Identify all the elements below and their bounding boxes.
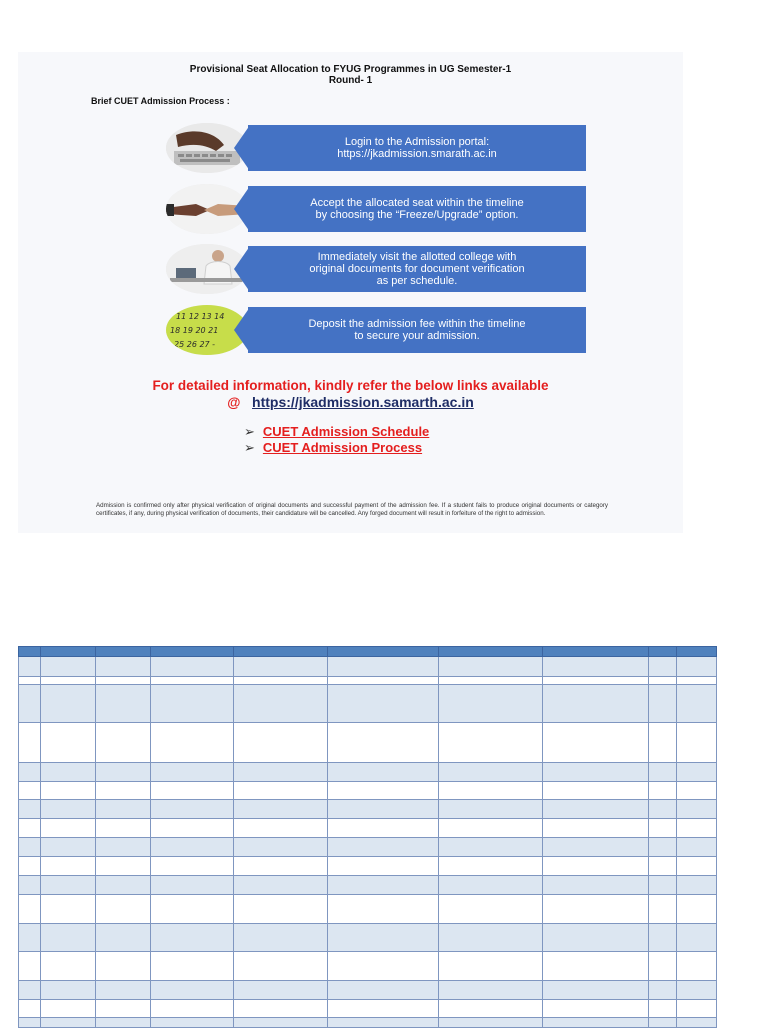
schedule-link-row: [244, 424, 429, 440]
table-row: [19, 857, 717, 876]
table-row: [19, 924, 717, 952]
table-row: [19, 657, 717, 677]
detailed-info-line: For detailed information, kindly refer the below links available: [152, 378, 549, 393]
table-row: [19, 800, 717, 819]
table-row: [19, 819, 717, 838]
table-row: [19, 782, 717, 800]
svg-text:18 19 20 21: 18 19 20 21: [170, 326, 219, 335]
table-row: [19, 838, 717, 857]
step-accept-seat-text: Accept the allocated seat within the timeline by choosing the “Freeze/Upgrade” option.: [248, 186, 586, 232]
admission-notice-image: [18, 52, 683, 533]
portal-link-line: @ https://jkadmission.samarth.ac.in: [227, 394, 474, 410]
step-deposit-fee: [166, 307, 586, 353]
table-row: [19, 723, 717, 763]
portal-link[interactable]: https://jkadmission.samarth.ac.in: [252, 394, 474, 410]
table-row: [19, 895, 717, 924]
notice-title: Provisional Seat Allocation to FYUG Programmes in UG Semester-1: [189, 64, 512, 75]
table-row: [19, 763, 717, 782]
table-row: [19, 1018, 717, 1028]
svg-text:25 26 27 -: 25 26 27 -: [174, 340, 216, 349]
cuet-admission-process-link[interactable]: CUET Admission Process: [262, 440, 423, 455]
step-visit-college: [166, 246, 586, 292]
arrow-bullet-icon: ➢: [244, 440, 255, 455]
admission-footnote: Admission is confirmed only after physical verification of original documents and successful payment of the admission fee. If a student fails to produce original documents or category certificates, if any, during physical verification of documents, their candidature will be cancelled. Any forged document will result in forfeiture of the right to admission.: [96, 502, 608, 518]
table-row: [19, 952, 717, 981]
cuet-admission-schedule-link[interactable]: CUET Admission Schedule: [262, 424, 430, 439]
table-row: [19, 677, 717, 685]
arrow-bullet-icon: ➢: [244, 424, 255, 439]
brief-heading: Brief CUET Admission Process :: [91, 96, 230, 106]
allocation-table: [18, 646, 717, 1028]
table-header-row: [19, 647, 717, 657]
svg-text:11 12 13 14: 11 12 13 14: [176, 312, 225, 321]
table-row: [19, 876, 717, 895]
step-login: [166, 125, 586, 171]
step-deposit-fee-text: Deposit the admission fee within the timeline to secure your admission.: [248, 307, 586, 353]
table-row: [19, 685, 717, 723]
step-login-text: Login to the Admission portal: https://jkadmission.smarath.ac.in: [248, 125, 586, 171]
table-row: [19, 1000, 717, 1018]
table-row: [19, 981, 717, 1000]
step-accept-seat: [166, 186, 586, 232]
process-link-row: [244, 440, 422, 456]
step-visit-college-text: Immediately visit the allotted college with original documents for document verification as per schedule.: [248, 246, 586, 292]
notice-round: Round- 1: [328, 75, 373, 86]
